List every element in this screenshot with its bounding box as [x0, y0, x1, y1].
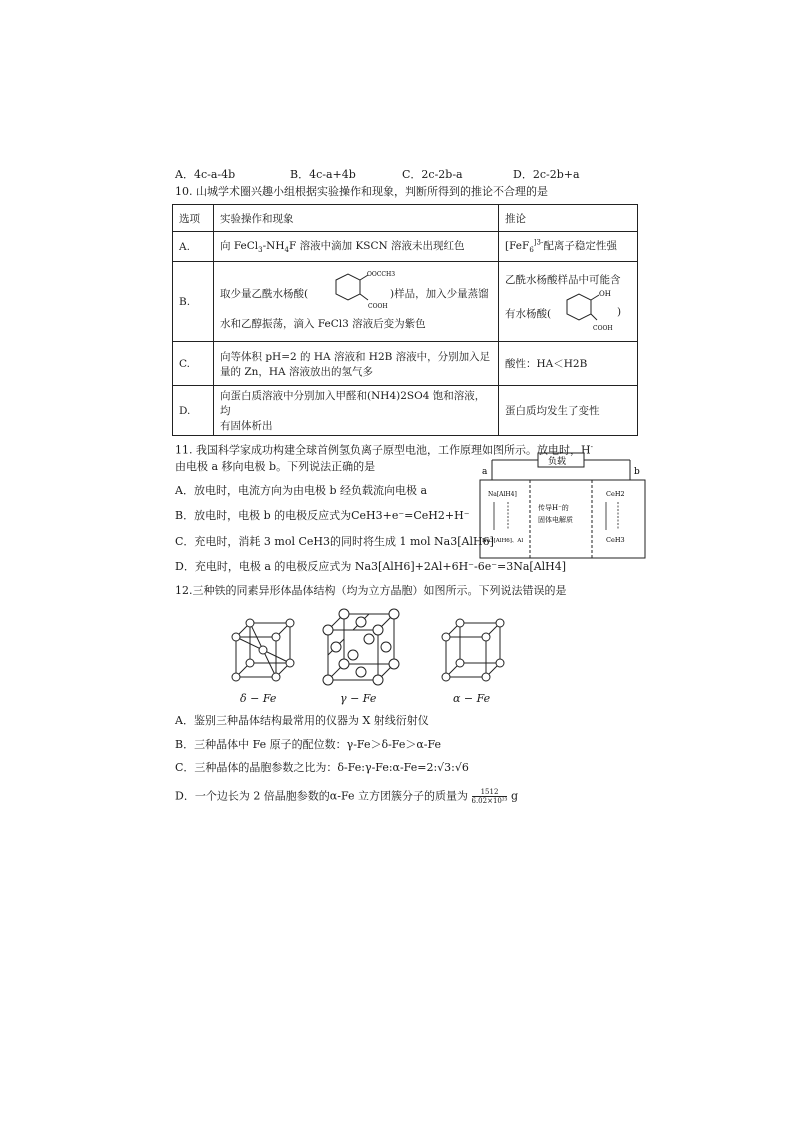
- alpha-fe-label: α − Fe: [453, 692, 491, 705]
- gamma-fe-cell: [322, 608, 402, 688]
- q12-option-a: A．鉴别三种晶体结构最常用的仪器为 X 射线衍射仪: [175, 714, 429, 727]
- q11-option-a: A．放电时，电流方向为由电极 b 经负载流向电极 a: [175, 484, 428, 497]
- electrolyte-label-2: 固体电解质: [538, 516, 573, 524]
- struct-bottom-label: COOH: [368, 302, 388, 310]
- row-c-operation: 向等体积 pH=2 的 HA 溶液和 H2B 溶液中，分别加入足 量的 Zn，HA 溶液放出的氢气多: [214, 342, 499, 386]
- mass-fraction: $\frac{1512}{\text{6.02×10²³}}$: [471, 788, 508, 805]
- header-option: 选项: [173, 205, 214, 232]
- row-d-operation: 向蛋白质溶液中分别加入甲醛和(NH4)2SO4 饱和溶液，均 有固体析出: [214, 386, 499, 436]
- table-row: B. 取少量乙酰水杨酸( OOCCH3 COOH )样品，加入少量蒸馏 水和乙醇振荡，滴入 FeCl3 溶液后变为紫色 乙酰水杨酸样品中可能含 有水杨酸( OH COOH ): [173, 262, 638, 342]
- q11-stem-line2: 由电极 a 移向电极 b。下列说法正确的是: [175, 460, 376, 473]
- row-b-operation: 取少量乙酰水杨酸( OOCCH3 COOH )样品，加入少量蒸馏 水和乙醇振荡，滴入 FeCl3 溶液后变为紫色: [214, 262, 499, 342]
- electrode-a-label: a: [482, 467, 488, 477]
- gamma-fe-label: γ − Fe: [340, 692, 377, 705]
- left-top-label: Na[AlH4]: [488, 491, 517, 498]
- q9-option-d: D．2c-2b+a: [513, 168, 580, 181]
- q11-option-b: B．放电时，电极 b 的电极反应式为CeH3+e⁻=CeH2+H⁻: [175, 509, 470, 522]
- row-d-inference: 蛋白质均发生了变性: [499, 386, 638, 436]
- q9-option-b: B．4c-a+4b: [290, 168, 356, 181]
- q11-stem-line1: 11. 我国科学家成功构建全球首例氢负离子原型电池，工作原理如图所示。放电时，H-: [175, 443, 593, 457]
- delta-fe-label: δ − Fe: [240, 692, 277, 705]
- q9-option-a: A．4c-a-4b: [175, 168, 236, 181]
- row-a-operation: 向 $FeCl_3-NH_4F$ 溶液中滴加 KSCN 溶液未出现红色: [214, 232, 499, 262]
- delta-fe-cell: [228, 615, 298, 685]
- right-top-label: CeH2: [606, 490, 625, 498]
- load-label: 负载: [548, 457, 567, 467]
- alpha-fe-cell: [438, 615, 508, 685]
- q12-option-b: B．三种晶体中 Fe 原子的配位数：γ-Fe＞δ-Fe＞α-Fe: [175, 738, 442, 751]
- q10-stem: 10. 山城学术圈兴趣小组根据实验操作和现象，判断所得到的推论不合理的是: [175, 185, 548, 198]
- electrolyte-label-1: 传导H⁻的: [538, 504, 569, 512]
- table-row: C. 向等体积 pH=2 的 HA 溶液和 H2B 溶液中，分别加入足 量的 Zn，HA 溶液放出的氢气多 酸性：HA＜H2B: [173, 342, 638, 386]
- cooh-label: COOH: [593, 324, 613, 332]
- q12-stem: 12.三种铁的同素异形体晶体结构（均为立方晶胞）如图所示。下列说法错误的是: [175, 584, 567, 597]
- table-row: A. 向 $FeCl_3-NH_4F$ 溶液中滴加 KSCN 溶液未出现红色 [FeF$_6^{]3-}$配离子稳定性强: [173, 232, 638, 262]
- row-b-inference: 乙酰水杨酸样品中可能含 有水杨酸( OH COOH ): [499, 262, 638, 342]
- struct-top-label: OOCCH3: [367, 270, 396, 278]
- acetylsalicylic-acid-structure: [318, 268, 396, 320]
- q12-option-d: D．一个边长为 2 倍晶胞参数的α-Fe 立方团簇分子的质量为 $\frac{1512}{\text{6.02×10²³}}$ g: [175, 788, 519, 805]
- q9-option-c: C．2c-2b-a: [402, 168, 463, 181]
- right-bottom-label: CeH3: [606, 536, 625, 544]
- row-c-inference: 酸性：HA＜H2B: [499, 342, 638, 386]
- table-row: D. 向蛋白质溶液中分别加入甲醛和(NH4)2SO4 饱和溶液，均 有固体析出 蛋白质均发生了变性: [173, 386, 638, 436]
- header-inference: 推论: [499, 205, 638, 232]
- battery-diagram: [480, 452, 648, 560]
- left-bottom-label: Na3[AlH6]、Al: [482, 538, 524, 544]
- q12-option-c: C．三种晶体的晶胞参数之比为：δ-Fe:γ-Fe:α-Fe=2:√3:√6: [175, 761, 469, 774]
- electrode-b-label: b: [634, 467, 640, 477]
- q11-option-d: D．充电时，电极 a 的电极反应式为 Na3[AlH6]+2Al+6H⁻-6e⁻=3Na[AlH4]: [175, 560, 567, 573]
- oh-label: OH: [599, 289, 611, 298]
- header-operation: 实验操作和现象: [214, 205, 499, 232]
- row-a-inference: [FeF$_6^{]3-}$配离子稳定性强: [499, 232, 638, 262]
- q11-option-c: C．充电时，消耗 3 mol CeH3的同时将生成 1 mol Na3[AlH6]: [175, 535, 494, 548]
- q10-table: [172, 204, 638, 436]
- salicylic-acid-structure: [557, 286, 619, 336]
